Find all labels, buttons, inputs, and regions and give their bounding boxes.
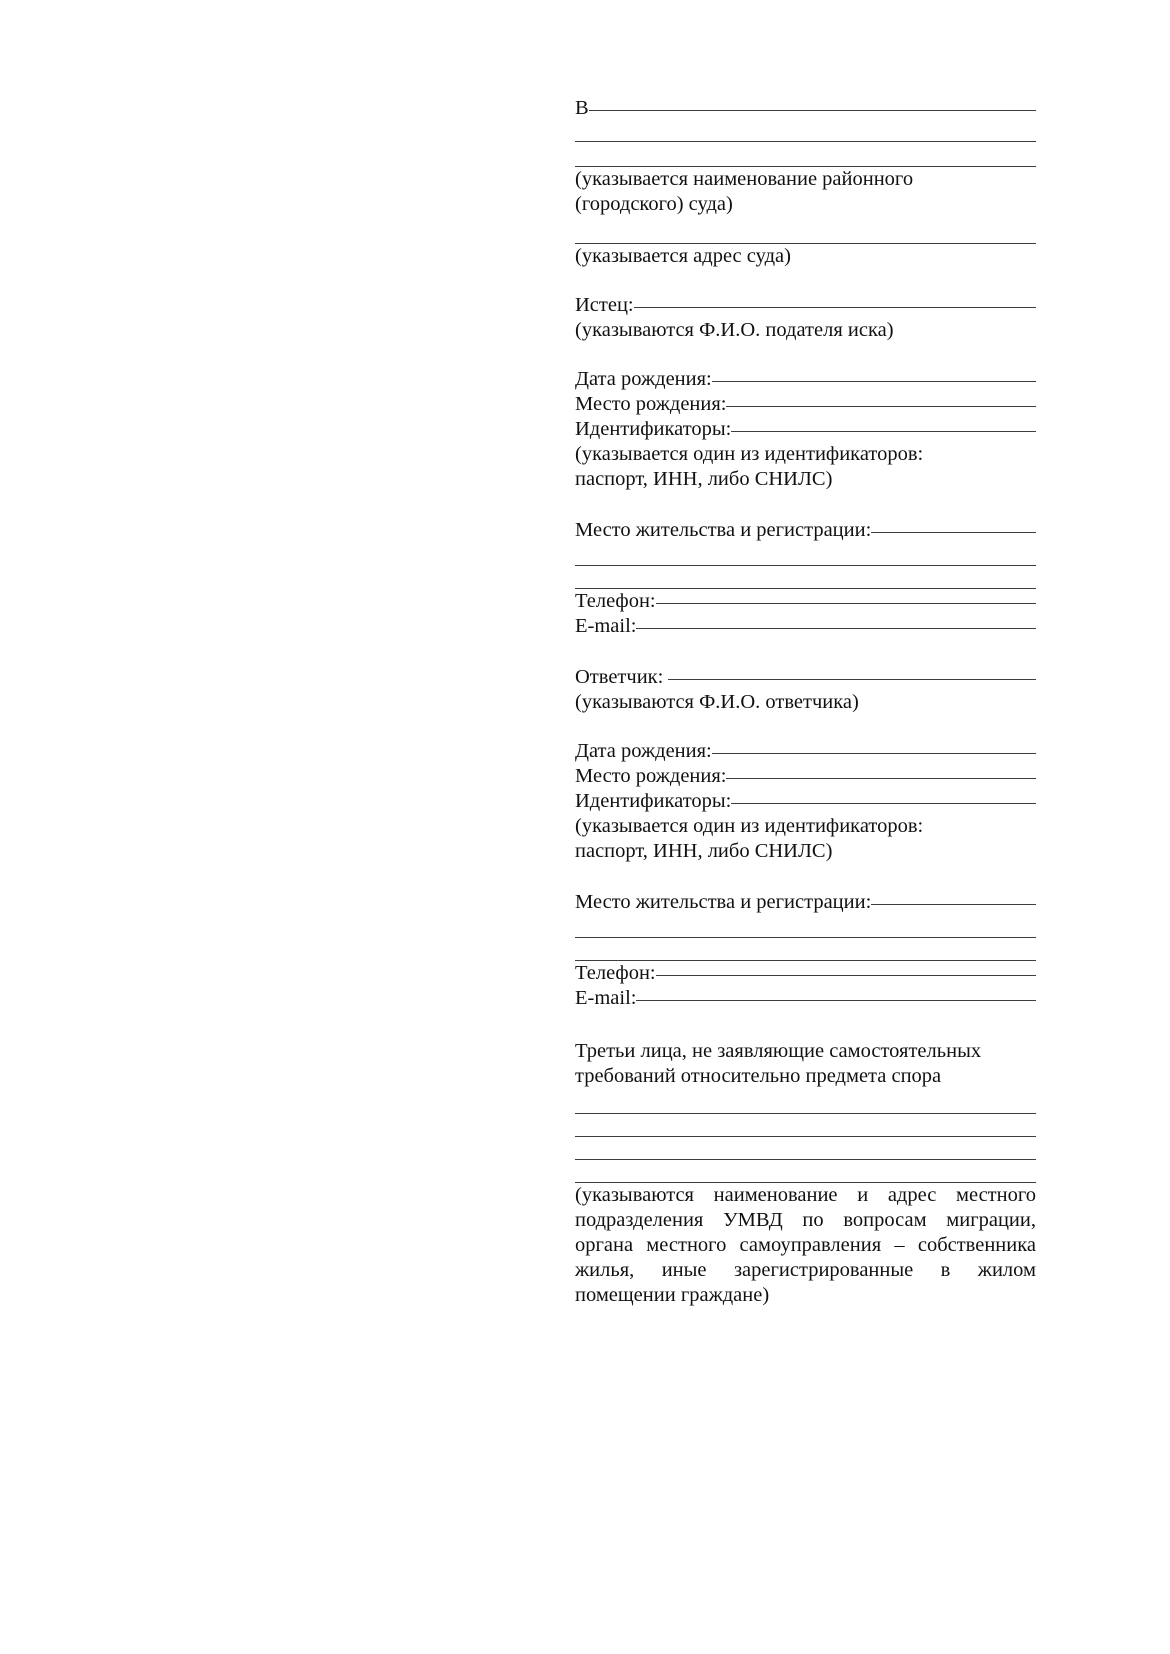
spacer (575, 1114, 1036, 1136)
defendant-birth-place-label: Место рождения: (575, 765, 727, 787)
plaintiff-residence-row[interactable] (575, 518, 1036, 543)
plaintiff-name-row[interactable] (575, 293, 1036, 318)
defendant-email-fill[interactable] (636, 999, 1036, 1001)
spacer (575, 1160, 1036, 1182)
defendant-birth-place-row[interactable] (575, 764, 1036, 789)
defendant-phone-label: Телефон: (575, 962, 656, 984)
defendant-name-hint: (указываются Ф.И.О. ответчика) (575, 691, 859, 713)
spacer (575, 938, 1036, 960)
defendant-phone-row[interactable] (575, 961, 1036, 986)
court-address-hint: (указывается адрес суда) (575, 245, 791, 267)
plaintiff-phone-label: Телефон: (575, 590, 656, 612)
plaintiff-phone-fill[interactable] (656, 602, 1036, 604)
court-name-row-1[interactable] (575, 96, 1036, 121)
plaintiff-email-label: E-mail: (575, 615, 637, 637)
defendant-birth-date-fill[interactable] (712, 752, 1036, 754)
spacer (575, 343, 1036, 367)
plaintiff-phone-row[interactable] (575, 589, 1036, 614)
spacer (575, 639, 1036, 665)
defendant-phone-fill[interactable] (656, 974, 1036, 976)
plaintiff-identifiers-hint-line-2: паспорт, ИНН, либо СНИЛС) (575, 468, 833, 490)
defendant-email-row[interactable] (575, 986, 1036, 1011)
plaintiff-identifiers-row[interactable] (575, 417, 1036, 442)
plaintiff-birth-date-label: Дата рождения: (575, 368, 712, 390)
plaintiff-label: Истец: (575, 294, 634, 316)
plaintiff-email-fill[interactable] (636, 627, 1036, 629)
third-parties-heading-line-2: требований относительно предмета спора (575, 1065, 942, 1087)
defendant-birth-date-row[interactable] (575, 739, 1036, 764)
defendant-identifiers-hint-line-2: паспорт, ИНН, либо СНИЛС) (575, 840, 833, 862)
plaintiff-residence-fill-1[interactable] (871, 531, 1036, 533)
plaintiff-identifiers-fill[interactable] (731, 430, 1036, 432)
defendant-residence-label: Место жительства и регистрации: (575, 891, 872, 913)
defendant-residence-fill-1[interactable] (871, 903, 1036, 905)
spacer (575, 1011, 1036, 1039)
spacer (575, 269, 1036, 293)
spacer (575, 543, 1036, 565)
defendant-birth-date-label: Дата рождения: (575, 740, 712, 762)
spacer (575, 715, 1036, 739)
defendant-birth-place-fill[interactable] (726, 777, 1036, 779)
addressee-to-label: В (575, 97, 589, 119)
plaintiff-email-row[interactable] (575, 614, 1036, 639)
third-parties-heading-line-1: Третьи лица, не заявляющие самостоятельных (575, 1040, 982, 1062)
defendant-identifiers-label: Идентификаторы: (575, 790, 732, 812)
spacer (575, 217, 1036, 243)
plaintiff-birth-place-fill[interactable] (726, 405, 1036, 407)
court-name-hint-line-1: (указывается наименование районного (575, 168, 914, 190)
plaintiff-name-fill[interactable] (634, 306, 1036, 308)
spacer (575, 566, 1036, 588)
defendant-residence-row[interactable] (575, 890, 1036, 915)
spacer (575, 864, 1036, 890)
defendant-name-row[interactable] (575, 665, 1036, 690)
court-name-hint-line-2: (городского) суда) (575, 193, 733, 215)
plaintiff-birth-date-row[interactable] (575, 367, 1036, 392)
plaintiff-identifiers-hint-line-1: (указывается один из идентификаторов: (575, 443, 924, 465)
form-header-block (575, 96, 1042, 1308)
spacer (575, 915, 1036, 937)
defendant-identifiers-fill[interactable] (731, 802, 1036, 804)
plaintiff-residence-label: Место жительства и регистрации: (575, 519, 872, 541)
spacer (575, 1137, 1036, 1159)
plaintiff-birth-date-fill[interactable] (712, 380, 1036, 382)
spacer (575, 492, 1036, 518)
spacer (575, 121, 1036, 141)
defendant-email-label: E-mail: (575, 987, 637, 1009)
plaintiff-name-hint: (указываются Ф.И.О. подателя иска) (575, 319, 894, 341)
defendant-label: Ответчик: (575, 666, 669, 688)
plaintiff-identifiers-label: Идентификаторы: (575, 418, 732, 440)
third-parties-hint: (указываются наименование и адрес местного подразделения УМВД по вопросам миграции, органа местного самоуправления – собственника жилья, иные зарегистрированные в жилом помещении граждане) (575, 1184, 1042, 1306)
plaintiff-birth-place-row[interactable] (575, 392, 1036, 417)
spacer (575, 142, 1036, 166)
defendant-name-fill[interactable] (668, 678, 1036, 680)
defendant-identifiers-row[interactable] (575, 789, 1036, 814)
plaintiff-birth-place-label: Место рождения: (575, 393, 727, 415)
defendant-identifiers-hint-line-1: (указывается один из идентификаторов: (575, 815, 924, 837)
court-name-fill-1[interactable] (589, 109, 1036, 111)
spacer (575, 1089, 1036, 1113)
